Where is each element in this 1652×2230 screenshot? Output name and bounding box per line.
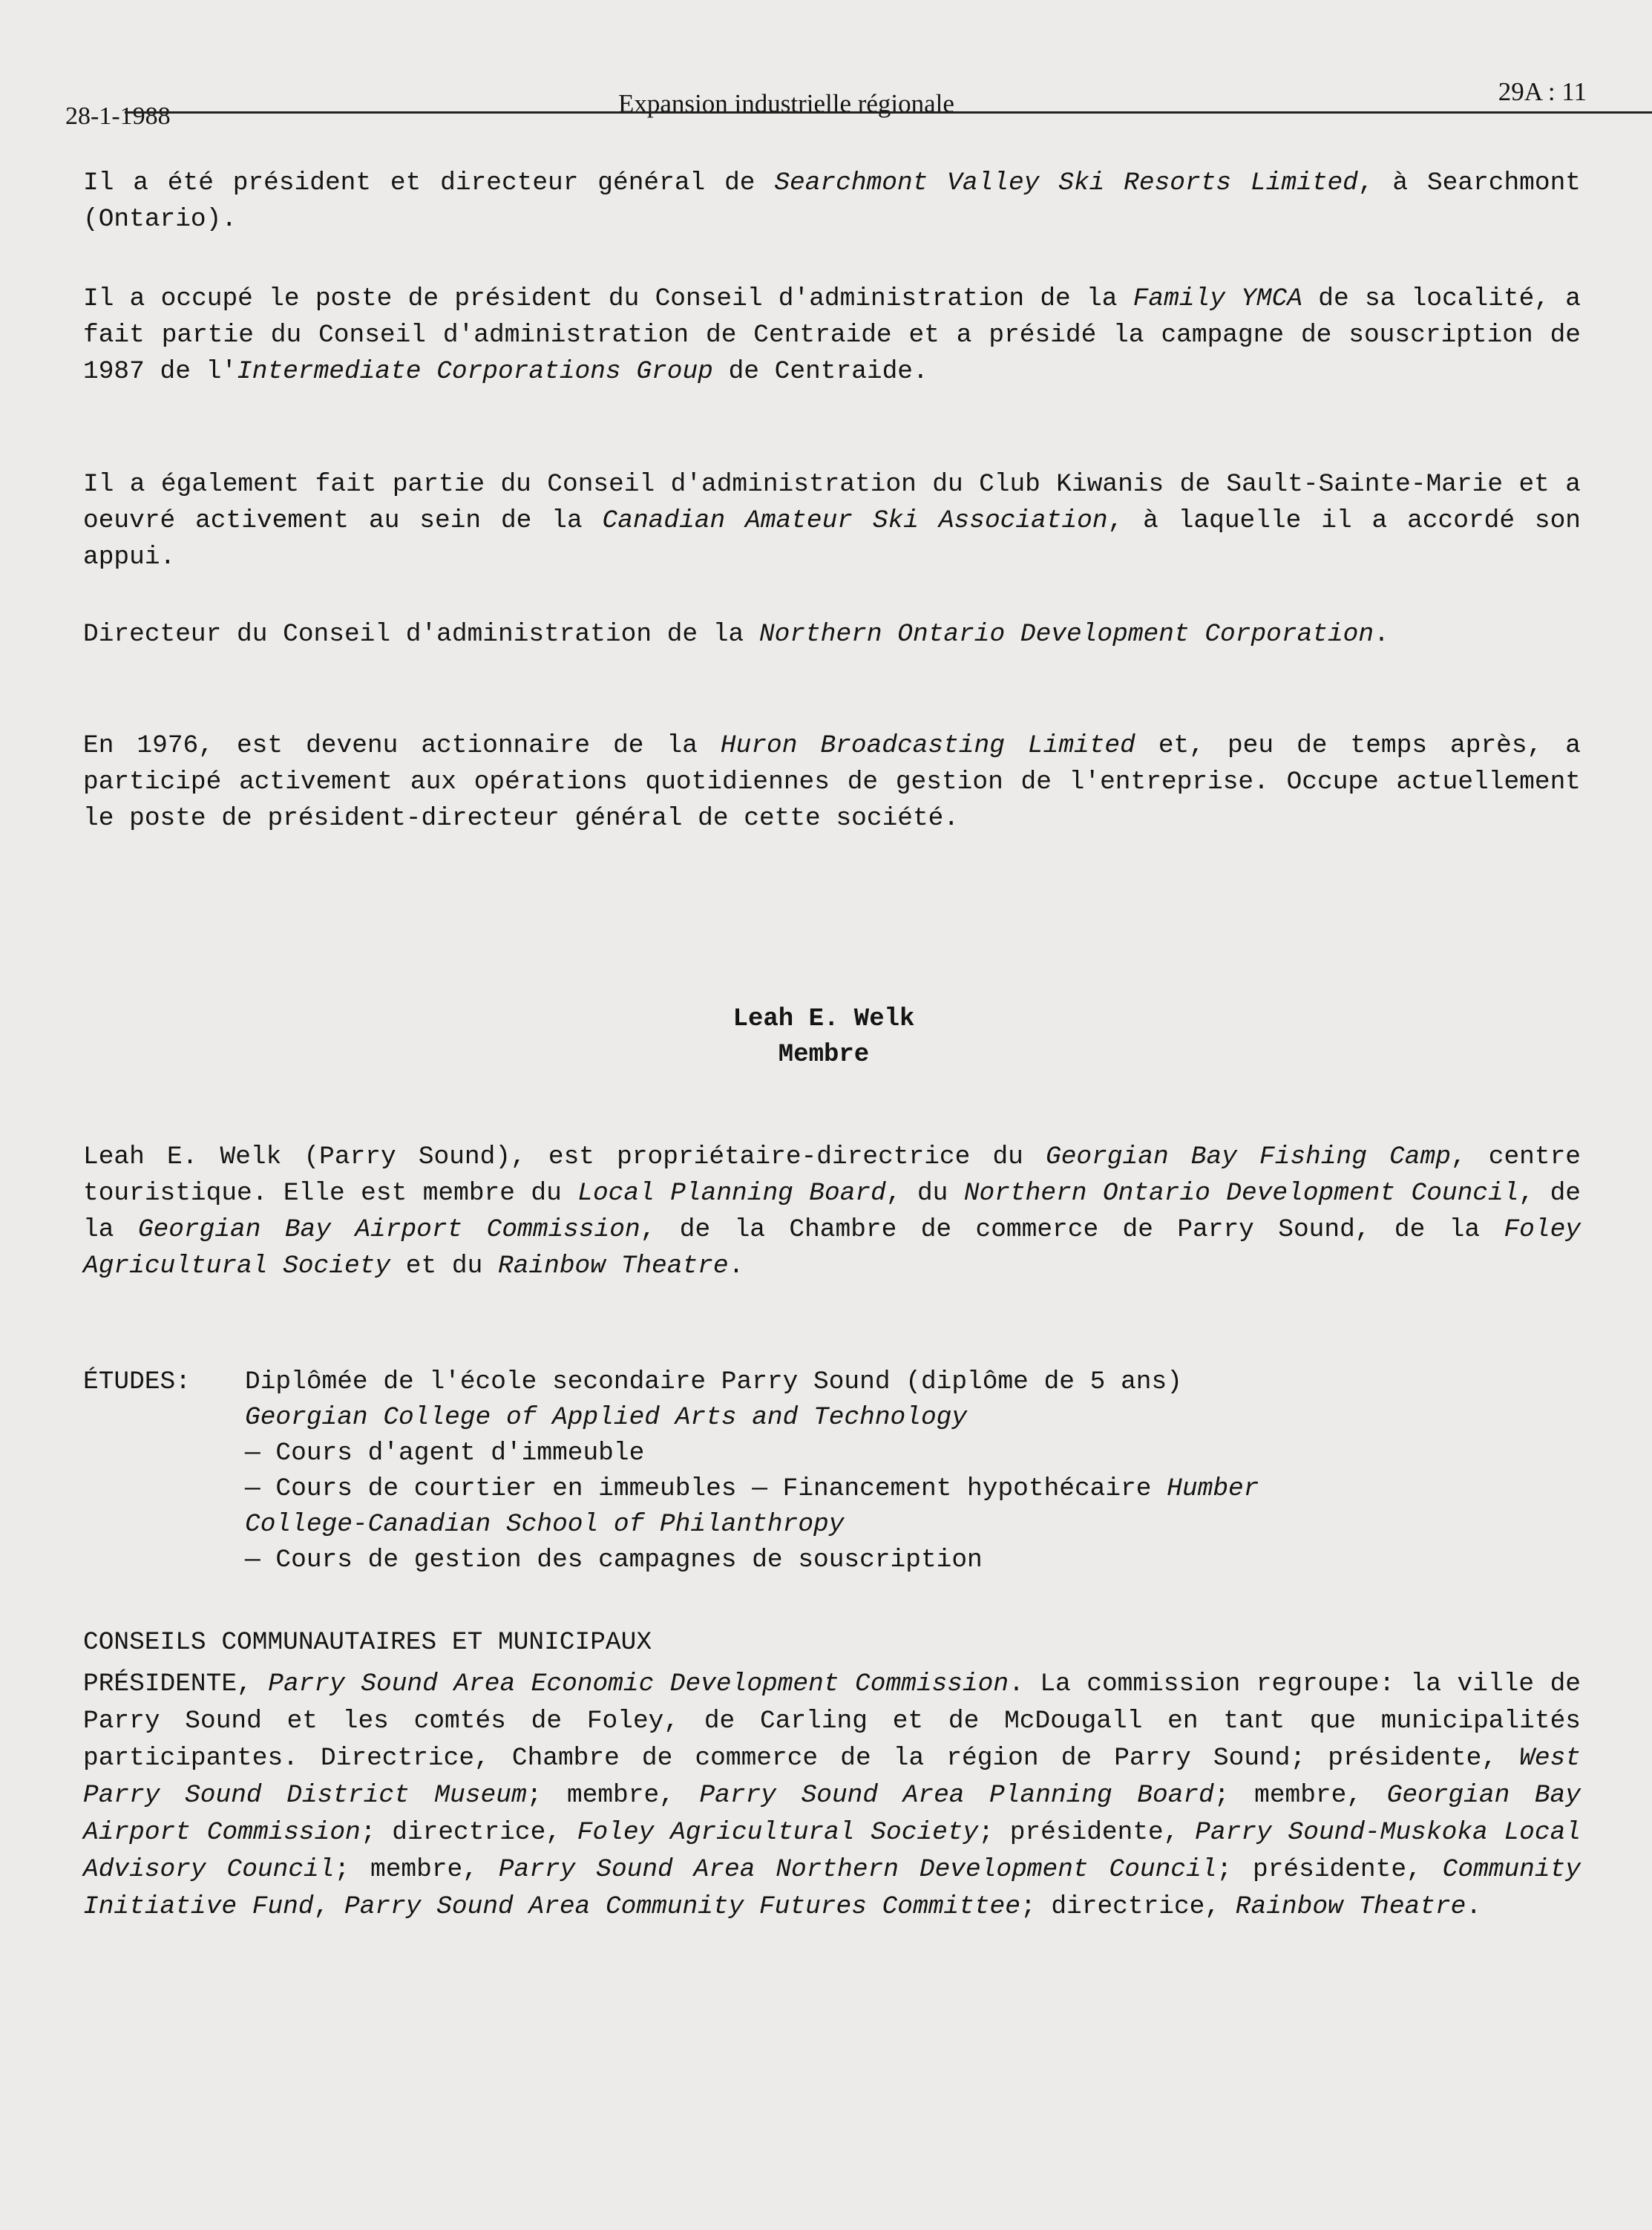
c-a: PRÉSIDENTE,: [83, 1670, 269, 1698]
councils-heading: [83, 1624, 1581, 1661]
p3-association: Canadian Amateur Ski Association: [602, 506, 1108, 535]
studies-line-4-text: — Cours de courtier en immeubles — Financement hypothécaire: [245, 1474, 1167, 1503]
studies-line-5: College-Canadian School of Philanthropy: [245, 1510, 845, 1539]
c-r: Parry Sound Area Community Futures Committee: [344, 1892, 1020, 1921]
paragraph-1: [83, 165, 1581, 238]
p2-text-c: de sa localité, a fait partie du Conseil d'administration de Centraide et a présidé la campagne de souscription de 1987 de l': [83, 284, 1581, 386]
studies-line-2: Georgian College of Applied Arts and Technology: [245, 1403, 968, 1432]
studies-line-4-humber: Humber: [1167, 1474, 1259, 1503]
c-o: ; présidente,: [1216, 1855, 1443, 1884]
p6-text-k: et du: [390, 1252, 499, 1281]
p6-camp: Georgian Bay Fishing Camp: [1046, 1142, 1451, 1171]
p6-text-a: Leah E. Welk (Parry Sound), est propriétaire-directrice du: [83, 1142, 1046, 1171]
paragraph-4: [83, 616, 1581, 653]
p2-text-e: de Centraide.: [712, 357, 928, 386]
p6-airport: Georgian Bay Airport Commission: [137, 1215, 640, 1244]
p6-text-m: .: [728, 1252, 744, 1281]
p1-text-c: , à Searchmont (Ontario).: [83, 169, 1581, 234]
p6-society: Foley Agricultural Society: [83, 1215, 1581, 1281]
c-c: . La commission regroupe: la ville de Parry Sound et les comtés de Foley, de Carling et de McDougall en tant que municipalités participantes. Directrice, Chambre de commerce de la région de Parry Sound; présidente,: [83, 1670, 1581, 1773]
p6-text-c: , centre touristique. Elle est membre du: [83, 1142, 1581, 1208]
header-page-number: 29A : 11: [1498, 77, 1587, 106]
p2-org: Family YMCA: [1133, 284, 1303, 313]
councils-heading-text: CONSEILS COMMUNAUTAIRES ET MUNICIPAUX: [83, 1628, 652, 1657]
c-l: Parry Sound-Muskoka Local Advisory Council: [83, 1818, 1581, 1884]
studies-line-6: — Cours de gestion des campagnes de souscription: [245, 1546, 983, 1575]
header-title: Expansion industrielle régionale: [618, 89, 954, 118]
c-g: ; membre,: [1213, 1781, 1387, 1810]
p4-corporation: Northern Ontario Development Corporation: [758, 620, 1374, 649]
p6-council: Northern Ontario Development Council: [963, 1179, 1519, 1208]
c-t: Rainbow Theatre: [1235, 1892, 1466, 1921]
studies-line-4: [245, 1474, 1581, 1503]
c-i: ; directrice,: [360, 1818, 577, 1847]
c-u: .: [1466, 1892, 1482, 1921]
c-f: Parry Sound Area Planning Board: [699, 1781, 1214, 1810]
p4-text-a: Directeur du Conseil d'administration de la: [83, 620, 759, 649]
p6-text-i: , de la Chambre de commerce de Parry Sound, de la: [640, 1215, 1504, 1244]
p3-text-a: Il a également fait partie du Conseil d'administration du Club Kiwanis de Sault-Sainte-Marie et a oeuvré activement au sein de la: [83, 470, 1581, 535]
c-k: ; présidente,: [978, 1818, 1196, 1847]
studies-line-1: Diplômée de l'école secondaire Parry Sound (diplôme de 5 ans): [245, 1367, 1182, 1396]
p5-text-c: et, peu de temps après, a participé activement aux opérations quotidiennes de gestion de l'entreprise. Occupe actuellement le poste de président-directeur général de cette société.: [83, 731, 1581, 833]
p6-text-g: , de la: [83, 1179, 1581, 1244]
p5-text-a: En 1976, est devenu actionnaire de la: [83, 731, 721, 760]
member-name: Leah E. Welk: [732, 1005, 915, 1033]
paragraph-6: [83, 1139, 1581, 1284]
paragraph-2: [83, 281, 1581, 390]
p1-text-a: Il a été président et directeur général de: [83, 169, 775, 197]
paragraph-3: [83, 466, 1581, 575]
c-s: ; directrice,: [1020, 1892, 1236, 1921]
c-h: Georgian Bay Airport Commission: [83, 1781, 1581, 1847]
p1-company: Searchmont Valley Ski Resorts Limited: [774, 169, 1358, 197]
p5-company: Huron Broadcasting Limited: [720, 731, 1135, 760]
p6-text-e: , du: [885, 1179, 964, 1208]
c-j: Foley Agricultural Society: [577, 1818, 979, 1847]
member-role: Membre: [778, 1041, 870, 1069]
c-q: ,: [313, 1892, 344, 1921]
c-m: ; membre,: [334, 1855, 499, 1884]
page-header: [65, 74, 1587, 134]
c-n: Parry Sound Area Northern Development Council: [498, 1855, 1217, 1884]
c-e: ; membre,: [526, 1781, 700, 1810]
header-date: 28-1-1988: [65, 102, 171, 130]
p6-theatre: Rainbow Theatre: [498, 1252, 729, 1281]
c-d: West Parry Sound District Museum: [83, 1744, 1581, 1810]
p2-text-a: Il a occupé le poste de président du Conseil d'administration de la: [83, 284, 1133, 313]
councils-paragraph: [83, 1666, 1581, 1926]
p2-group: Intermediate Corporations Group: [237, 357, 713, 386]
paragraph-5: [83, 727, 1581, 837]
p4-text-c: .: [1374, 620, 1389, 649]
studies-label: ÉTUDES:: [83, 1367, 191, 1396]
p3-text-c: , à laquelle il a accordé son appui.: [83, 506, 1581, 572]
c-b: Parry Sound Area Economic Development Commission: [268, 1670, 1009, 1698]
c-p: Community Initiative Fund: [83, 1855, 1581, 1921]
studies-line-3: — Cours d'agent d'immeuble: [245, 1439, 645, 1468]
header-rule: [125, 111, 1652, 114]
p6-planning-board: Local Planning Board: [577, 1179, 886, 1208]
